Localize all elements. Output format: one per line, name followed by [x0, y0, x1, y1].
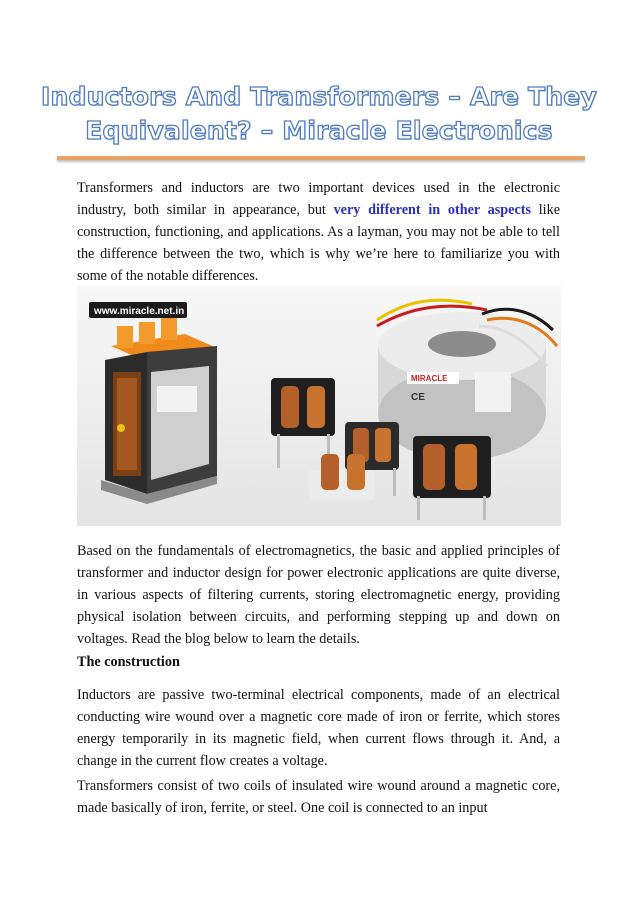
- intro-text-1: Transformers and inductors are two important devices used in the electronic industry, both similar in appearance, but: [77, 180, 560, 218]
- fundamentals-paragraph: Based on the fundamentals of electromagnetics, the basic and applied principles of transformer and inductor design for power electronic applications are quite diverse, in various aspects of filtering currents, storing electromagnetic energy, providing physical isolation between circuits, and performing stepping up and down on voltages. Read the blog below to learn the details.: [77, 543, 560, 647]
- product-photo: [77, 286, 561, 526]
- intro-text-2: like construction, functioning, and applications. As a layman, you may not be able to tell the difference between the two, which is why we’re here to familiarize you with some of the notable differences.: [77, 202, 560, 284]
- title-divider: [57, 156, 585, 160]
- watermark-text: www.miracle.net.in: [94, 306, 185, 317]
- intro-highlight: very different in other aspects: [333, 202, 531, 218]
- ce-mark-text: CE: [411, 392, 425, 403]
- title-line-1: Inductors And Transformers – Are They: [41, 82, 597, 111]
- control-transformer: [101, 318, 217, 504]
- construction-heading: The construction: [77, 654, 180, 670]
- inductor-choke-4: [413, 436, 491, 520]
- intro-paragraph: [77, 177, 560, 287]
- inductors-paragraph: Inductors are passive two-terminal electrical components, made of an electrical conducting wire wound over a magnetic core made of iron or ferrite, which stores energy temporarily in its magnetic field, when current flows through it. And, a change in the current flow creates a voltage.: [77, 687, 560, 769]
- transformers-paragraph: Transformers consist of two coils of insulated wire wound around a magnetic core, made basically of iron, ferrite, or steel. One coil is connected to an input: [77, 778, 560, 816]
- document-title: [0, 80, 638, 148]
- title-line-2: Equivalent? – Miracle Electronics: [85, 116, 553, 145]
- brand-label-text: MIRACLE: [411, 374, 448, 383]
